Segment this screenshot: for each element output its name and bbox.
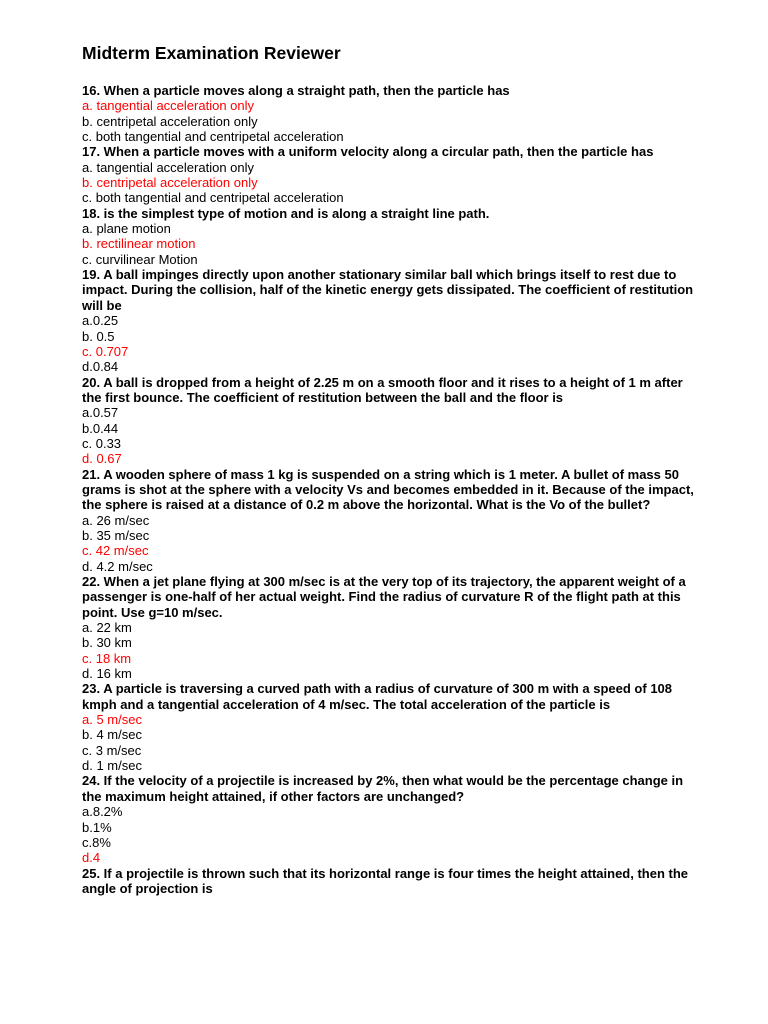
answer-option: d. 1 m/sec — [82, 758, 142, 774]
answer-option: b.0.44 — [82, 420, 119, 436]
question-text: 16. When a particle moves along a straight path, then the particle has — [82, 83, 510, 98]
answer-option: c. both tangential and centripetal acceleration — [82, 129, 344, 145]
question-text: 25. If a projectile is thrown such that its horizontal range is four times the height attained, then the angle of projection is — [82, 865, 689, 896]
answer-option: b. 30 km — [82, 635, 132, 651]
question-text: 19. A ball impinges directly upon another stationary similar ball which brings itself to rest due to impact. During the collision, half of the kinetic energy gets dissipated. The coefficient of restitution will be — [82, 267, 694, 313]
answer-option: b. centripetal acceleration only — [82, 113, 258, 129]
question-block — [82, 681, 698, 773]
answer-option-correct: c. 0.707 — [82, 343, 129, 359]
answer-option: a. tangential acceleration only — [82, 159, 255, 175]
answer-option: d. 4.2 m/sec — [82, 558, 153, 574]
answer-option: b. 4 m/sec — [82, 727, 142, 743]
answer-option: a. 26 m/sec — [82, 512, 150, 528]
question-block — [82, 206, 698, 267]
answer-option: d.0.84 — [82, 359, 119, 375]
answer-option-correct: a. 5 m/sec — [82, 712, 142, 728]
answer-option: a.0.25 — [82, 313, 119, 329]
question-block — [82, 574, 698, 681]
question-block — [82, 375, 698, 467]
answer-option-correct: c. 18 km — [82, 650, 132, 666]
answer-option: b.1% — [82, 819, 112, 835]
answer-option: a.8.2% — [82, 804, 123, 820]
question-list — [82, 83, 698, 896]
answer-option-correct: a. tangential acceleration only — [82, 98, 255, 114]
answer-option: a. plane motion — [82, 221, 171, 237]
answer-option: c. both tangential and centripetal acceleration — [82, 190, 344, 206]
question-block — [82, 83, 698, 144]
answer-option: b. 0.5 — [82, 328, 115, 344]
question-text: 18. is the simplest type of motion and is along a straight line path. — [82, 205, 490, 221]
question-block — [82, 773, 698, 865]
answer-option-correct: c. 42 m/sec — [82, 543, 149, 559]
answer-option-correct: d. 0.67 — [82, 451, 122, 467]
answer-option: c.8% — [82, 834, 111, 850]
question-text: 24. If the velocity of a projectile is increased by 2%, then what would be the percentage change in the maximum height attained, if other factors are unchanged? — [82, 773, 684, 804]
answer-option: d. 16 km — [82, 666, 132, 682]
question-text: 22. When a jet plane flying at 300 m/sec is at the very top of its trajectory, the apparent weight of a passenger is one-half of her actual weight. Find the radius of curvature R of the flight path at this point. Use g=10 m/sec. — [82, 574, 686, 620]
question-block — [82, 467, 698, 574]
answer-option-correct: b. centripetal acceleration only — [82, 175, 258, 191]
answer-option: b. 35 m/sec — [82, 527, 150, 543]
answer-option: c. curvilinear Motion — [82, 251, 198, 267]
answer-option: c. 0.33 — [82, 435, 122, 451]
question-text: 21. A wooden sphere of mass 1 kg is suspended on a string which is 1 meter. A bullet of mass 50 grams is shot at the sphere with a velocity Vs and becomes embedded in it. Because of the impact, the sphere is raised at a distance of 0.2 m above the horizontal. What is the Vo of the bullet? — [82, 466, 694, 513]
answer-option: c. 3 m/sec — [82, 742, 142, 758]
question-text: 20. A ball is dropped from a height of 2.25 m on a smooth floor and it rises to a height of 1 m after the first bounce. The coefficient of restitution between the ball and the floor is — [82, 374, 683, 405]
answer-option: a. 22 km — [82, 620, 132, 636]
answer-option-correct: b. rectilinear motion — [82, 236, 196, 252]
question-block — [82, 144, 698, 205]
question-block — [82, 267, 698, 374]
question-text: 17. When a particle moves with a uniform velocity along a circular path, then the particle has — [82, 144, 654, 160]
answer-option: a.0.57 — [82, 405, 119, 421]
answer-option-correct: d.4 — [82, 850, 101, 866]
question-block — [82, 866, 698, 897]
question-text: 23. A particle is traversing a curved path with a radius of curvature of 300 m with a speed of 108 kmph and a tangential acceleration of 4 m/sec. The total acceleration of the particle is — [82, 681, 673, 712]
page-title: Midterm Examination Reviewer — [82, 43, 341, 63]
